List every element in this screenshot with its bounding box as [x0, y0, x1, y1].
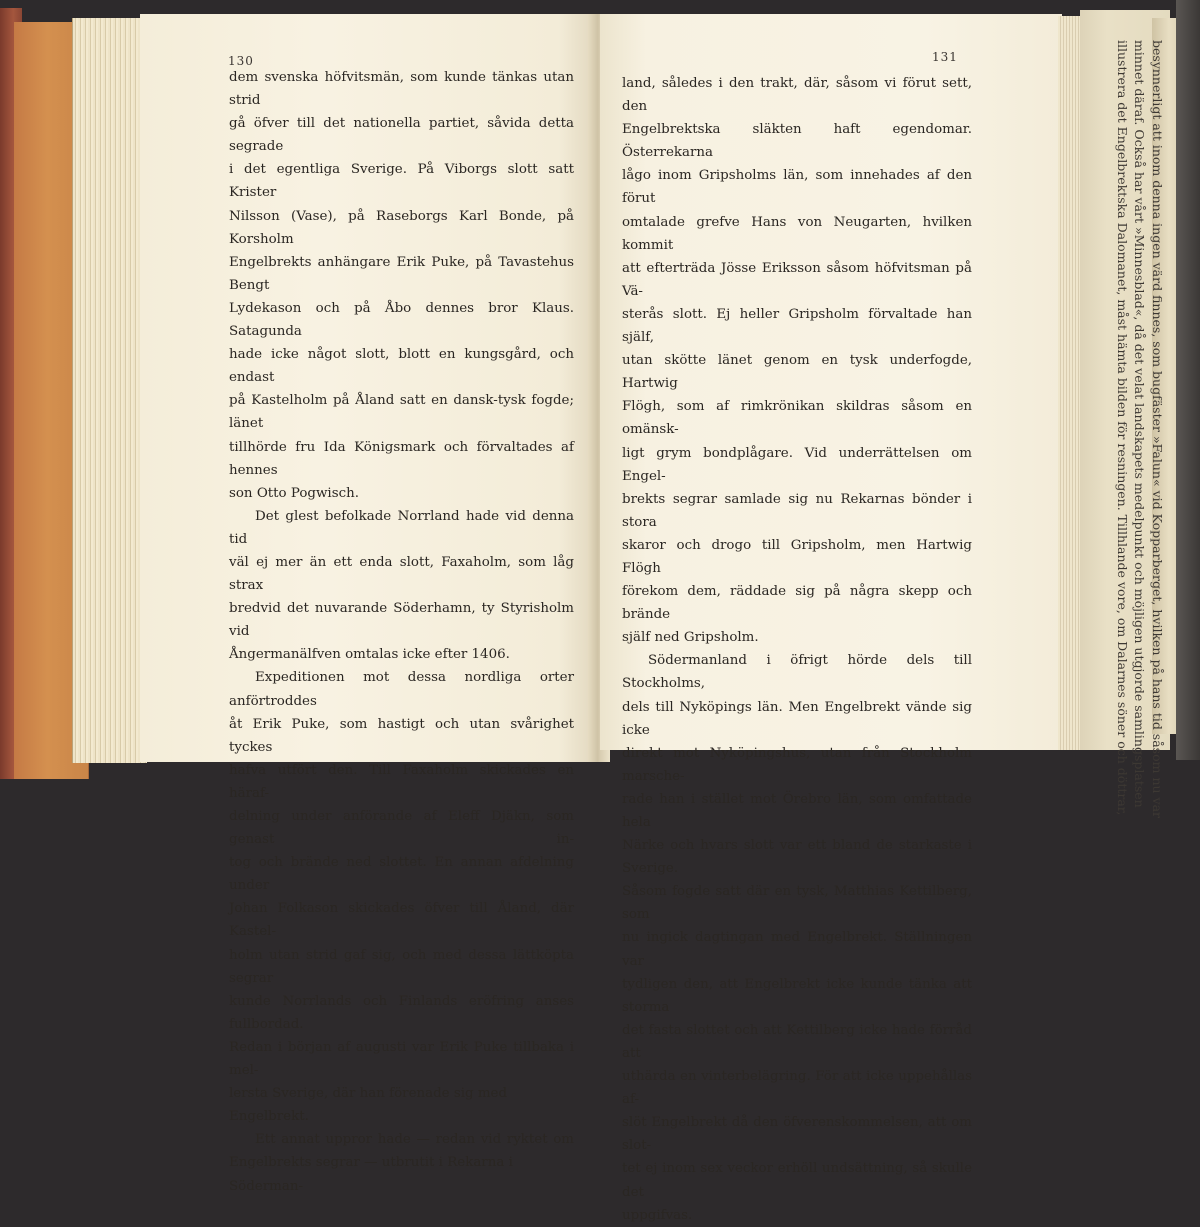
right-text-line: uppgifvas. [622, 1207, 693, 1223]
right-text-line: utan skötte länet genom en tysk underfogde, Hartwig [622, 353, 972, 392]
left-paragraph [229, 505, 574, 667]
left-text-line: delning under anförande af Eleff Djäkn, som genast in- [229, 809, 574, 848]
right-text-line: nu ingick dagtingan med Engelbrekt. Ställningen var [622, 930, 972, 969]
right-paragraph [622, 72, 972, 649]
right-paragraph [622, 649, 972, 1226]
right-text-line: slöt Engelbrekt då den öfverenskommelsen, att om slot- [622, 1115, 972, 1154]
right-page-leaves [1058, 16, 1080, 750]
left-text-line: på Kastelholm på Åland satt en dansk-tysk fogde; länet [229, 393, 574, 432]
insert-text-line: besynnerligt att inom denna ingen värd finnes, som bugfäster »Falun« vid Kopparberget, hvilken på hans tid såsom nu var [1150, 40, 1165, 819]
left-text-line: Ångermanälfven omtalas icke efter 1406. [229, 647, 510, 663]
left-text-line: Engelbrekts anhängare Erik Puke, på Tavastehus Bengt [229, 254, 574, 293]
left-text-line: Det glest befolkade Norrland hade vid denna tid [229, 508, 574, 547]
right-text-line: sterås slott. Ej heller Gripsholm förvaltade han själf, [622, 306, 972, 346]
left-text-line: hafva utfört den. Till Faxaholm skickades en häraf- [229, 762, 574, 801]
left-paragraph [229, 666, 574, 1128]
right-text-line: dels till Nyköpings län. Men Engelbrekt vände sig icke [622, 699, 972, 738]
insert-page-rotated-text [1096, 40, 1166, 819]
left-text-line: Engelbrekts segrar — utbrutit i Rekarna i Söderman- [229, 1155, 513, 1194]
right-text-line: omtalade grefve Hans von Neugarten, hvilken kommit [622, 214, 972, 253]
right-text-line: Såsom fogde satt där en tysk, Matthias Kettilberg, som [622, 884, 972, 923]
right-text-line: Närke och hvars slott var ett bland de starkaste i Sverige. [622, 838, 972, 877]
left-text-line: hade icke något slott, blott en kungsgård, och endast [229, 347, 574, 386]
left-page-number: 130 [228, 54, 254, 68]
left-text-line: bredvid det nuvarande Söderhamn, ty Styrisholm vid [229, 601, 574, 640]
left-text-line: son Otto Pogwisch. [229, 485, 359, 501]
left-text-line: Johan Folkason skickades öfver till Åland, där Kastel- [229, 901, 574, 940]
left-text-line: gå öfver till det nationella partiet, såvida detta segrade [229, 116, 574, 155]
right-text-line: själf ned Gripsholm. [622, 630, 759, 646]
right-text-line: brekts segrar samlade sig nu Rekarnas bönder i stora [622, 491, 972, 530]
right-text-line: förekom dem, räddade sig på några skepp och brände [622, 584, 972, 623]
left-text-line: väl ej mer än ett enda slott, Faxaholm, som låg strax [229, 554, 574, 594]
right-text-line: Engelbrektska släkten haft egendomar. Österrekarna [622, 122, 972, 161]
left-text-line: Redan i början af augusti var Erik Puke tillbaka i mel- [229, 1039, 574, 1079]
right-text-line: det fasta slottet och att Kettilberg icke hade förråd att [622, 1022, 972, 1061]
left-page-text [229, 66, 574, 1198]
insert-text-line: illustrera det Engelbrektska Dalomanet, måst hämta bilden för resningen. Tillhlande vore, om Dalarnes söner och döttrar, [1115, 40, 1130, 816]
right-cover-edge [1176, 0, 1200, 760]
right-page-number: 131 [932, 50, 958, 64]
left-text-line: i det egentliga Sverige. På Viborgs slott satt Krister [229, 162, 574, 201]
right-text-line: lågo inom Gripsholms län, som innehades af den förut [622, 168, 972, 207]
right-text-line: ligt grym bondplågare. Vid underrättelsen om Engel- [622, 445, 972, 484]
right-text-line: att efterträda Jösse Eriksson såsom höfvitsman på Vä- [622, 260, 972, 299]
right-text-line: Flögh, som af rimkrönikan skildras såsom en omänsk- [622, 399, 972, 438]
right-text-line: Södermanland i öfrigt hörde dels till Stockholms, [622, 653, 972, 692]
left-paragraph [229, 1128, 574, 1197]
right-text-line: uthärda en vinterbelägring. För att icke uppehållas af- [622, 1069, 972, 1108]
insert-text-line: minnet däraf. Också har vårt »Minnesblad«, då det velat landskapets medelpunkt och möjligen utgjorde samlingsplatsen [1132, 40, 1148, 808]
right-page-text [622, 72, 972, 1227]
left-text-line: holm utan strid gaf sig, och med dessa lättköpta segrar [229, 947, 574, 986]
left-text-line: kunde Norrlands och Finlands eröfring anses fullbordad. [229, 993, 574, 1032]
left-text-line: tog och brände ned slottet. En annan afdelning under [229, 855, 574, 894]
left-text-line: åt Erik Puke, som hastigt och utan svårighet tyckes [229, 716, 574, 755]
left-text-line: Expeditionen mot dessa nordliga orter anförtroddes [229, 670, 574, 709]
right-text-line: tet ej inom sex veckor erhöll undsättning, så skulle det [622, 1161, 972, 1200]
right-text-line: direkt mot Nyköpingshus, utan från Stockholm marsche- [622, 745, 972, 784]
left-text-line: dem svenska höfvitsmän, som kunde tänkas utan strid [229, 70, 574, 109]
left-paragraph [229, 66, 574, 505]
left-text-line: Nilsson (Vase), på Raseborgs Karl Bonde, på Korsholm [229, 208, 574, 247]
left-text-line: Ett annat uppror hade — redan vid ryktet om [255, 1132, 574, 1148]
right-text-line: skaror och drogo till Gripsholm, men Hartwig Flögh [622, 537, 972, 576]
left-text-line: tillhörde fru Ida Königsmark och förvaltades af hennes [229, 439, 574, 478]
right-text-line: land, således i den trakt, där, såsom vi förut sett, den [622, 76, 972, 115]
left-text-line: lersta Sverige, där han förenade sig med Engelbrekt. [229, 1086, 508, 1125]
left-text-line: Lydekason och på Åbo dennes bror Klaus. Satagunda [229, 300, 574, 340]
right-text-line: rade han i stället mot Örebro län, som omfattade hela [622, 791, 972, 830]
right-text-line: tydligen den, att Engelbrekt icke kunde tänka att storma [622, 976, 972, 1015]
left-page-leaves [72, 18, 147, 763]
